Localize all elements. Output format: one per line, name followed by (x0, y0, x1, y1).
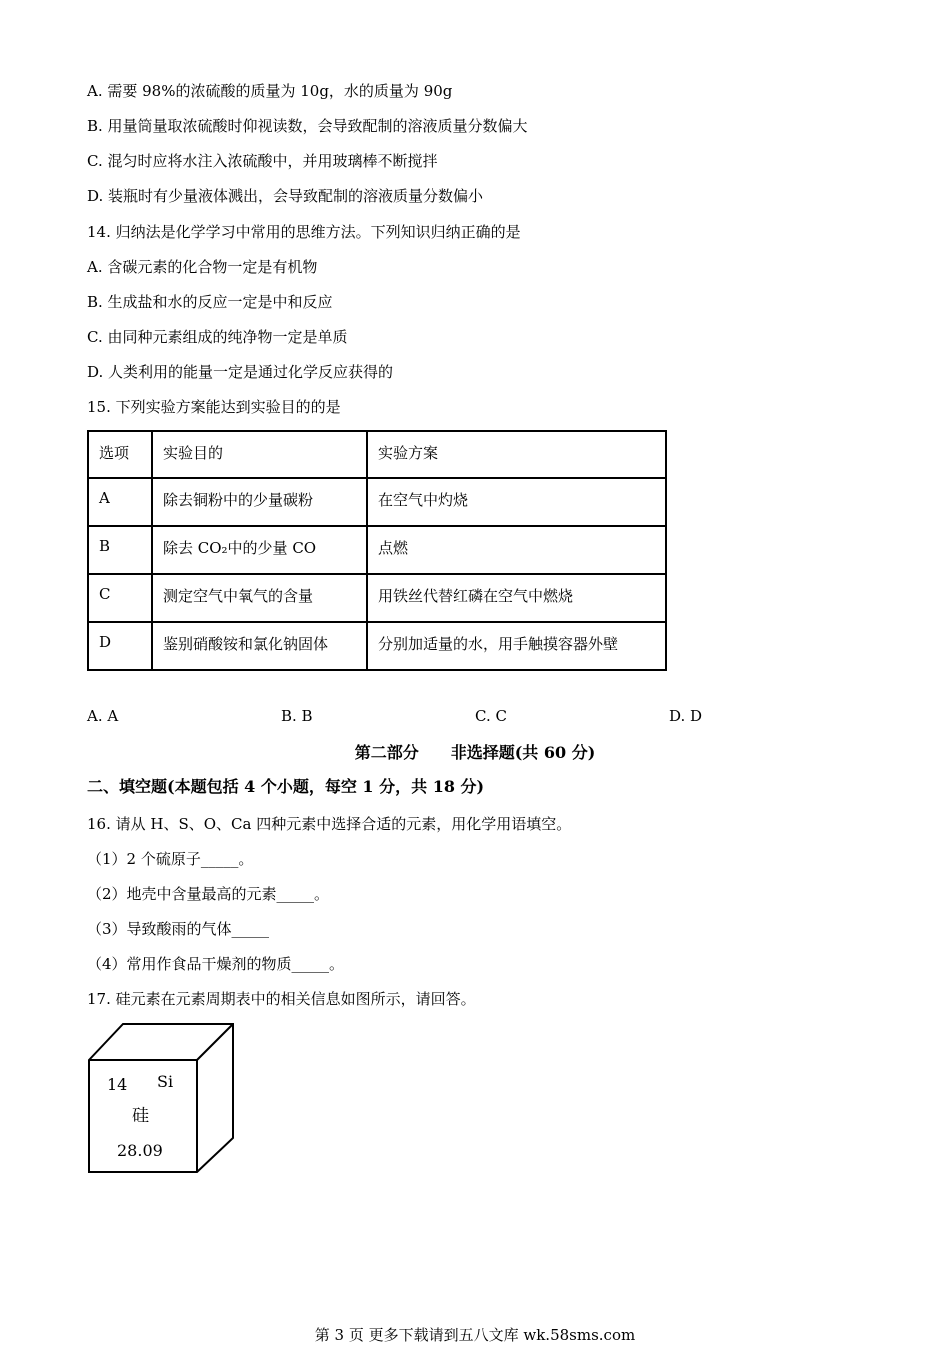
table-row (88, 526, 666, 574)
q16-stem: 16. 请从 H、S、O、Ca 四种元素中选择合适的元素，用化学用语填空。 (87, 815, 572, 833)
table-header-cell: 实验方案 (367, 431, 666, 478)
q14-option-d: D. 人类利用的能量一定是通过化学反应获得的 (87, 363, 394, 381)
q14-stem: 14. 归纳法是化学学习中常用的思维方法。下列知识归纳正确的是 (87, 223, 521, 241)
table-cell: B (88, 526, 152, 574)
q14-option-b: B. 生成盐和水的反应一定是中和反应 (87, 293, 333, 311)
table-cell: A (88, 478, 152, 526)
q16-item-4: （4）常用作食品干燥剂的物质_____。 (87, 955, 345, 973)
table-header-cell: 实验目的 (152, 431, 367, 478)
q13-option-d: D. 装瓶时有少量液体溅出，会导致配制的溶液质量分数偏小 (87, 187, 484, 205)
table-row (88, 622, 666, 670)
table-cell: 鉴别硝酸铵和氯化钠固体 (152, 622, 367, 670)
part2-title: 第二部分 非选择题(共 60 分) (354, 743, 596, 762)
atomic-mass: 28.09 (117, 1141, 163, 1160)
table-cell: 除去铜粉中的少量碳粉 (152, 478, 367, 526)
q16-item-3: （3）导致酸雨的气体_____ (87, 920, 270, 938)
q16-item-1: （1）2 个硫原子_____。 (87, 850, 254, 868)
q13-option-b: B. 用量筒量取浓硫酸时仰视读数，会导致配制的溶液质量分数偏大 (87, 117, 528, 135)
table-row (88, 574, 666, 622)
table-cell: D (88, 622, 152, 670)
q14-option-c: C. 由同种元素组成的纯净物一定是单质 (87, 328, 348, 346)
element-name: 硅 (132, 1106, 149, 1126)
q16-item-2: （2）地壳中含量最高的元素_____。 (87, 885, 330, 903)
q15-option-b: B. B (281, 707, 313, 725)
table-cell: 点燃 (367, 526, 666, 574)
table-header-cell: 选项 (88, 431, 152, 478)
table-cell: C (88, 574, 152, 622)
experiment-table (87, 430, 667, 671)
table-header-row (88, 431, 666, 478)
page-footer: 第 3 页 更多下载请到五八文库 wk.58sms.com (314, 1326, 636, 1344)
table-row (88, 478, 666, 526)
table-cell: 除去 CO₂中的少量 CO (152, 526, 367, 574)
table-cell: 在空气中灼烧 (367, 478, 666, 526)
q14-option-a: A. 含碳元素的化合物一定是有机物 (87, 258, 318, 276)
q15-stem: 15. 下列实验方案能达到实验目的的是 (87, 398, 341, 416)
q15-option-c: C. C (475, 707, 507, 725)
table-cell: 测定空气中氧气的含量 (152, 574, 367, 622)
q13-option-c: C. 混匀时应将水注入浓硫酸中，并用玻璃棒不断搅拌 (87, 152, 438, 170)
section2-title: 二、填空题(本题包括 4 个小题，每空 1 分，共 18 分) (87, 777, 485, 796)
element-cell-diagram (85, 1020, 240, 1180)
table-cell: 用铁丝代替红磷在空气中燃烧 (367, 574, 666, 622)
table-cell: 分别加适量的水，用手触摸容器外壁 (367, 622, 666, 670)
q13-option-a: A. 需要 98%的浓硫酸的质量为 10g，水的质量为 90g (87, 82, 453, 100)
atomic-number: 14 (107, 1075, 128, 1094)
q17-stem: 17. 硅元素在元素周期表中的相关信息如图所示，请回答。 (87, 990, 476, 1008)
element-symbol: Si (157, 1072, 174, 1091)
q15-option-d: D. D (669, 707, 703, 725)
q15-option-a: A. A (87, 707, 119, 725)
